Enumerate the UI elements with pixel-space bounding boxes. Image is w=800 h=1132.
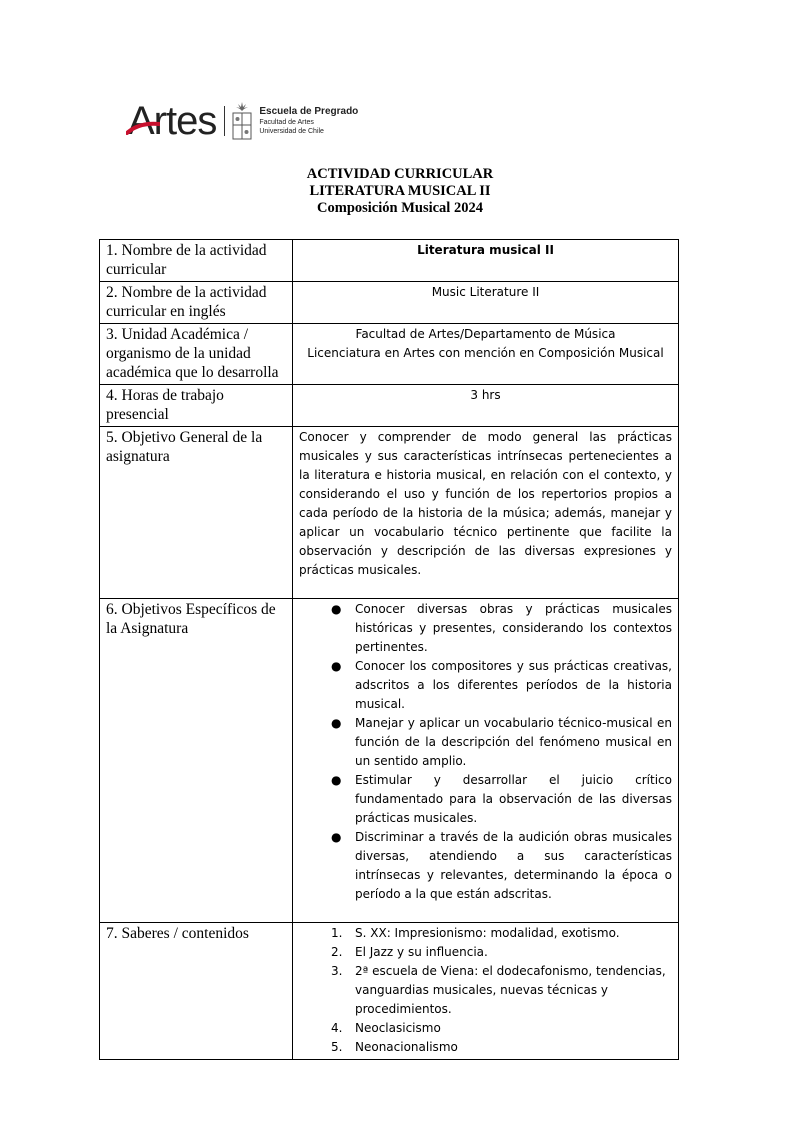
logo-school: Escuela de Pregrado — [259, 106, 359, 117]
list-item — [331, 828, 672, 904]
list-number: 4. — [331, 1021, 343, 1035]
logo-wordmark — [128, 101, 216, 141]
specific-objectives-list — [299, 600, 672, 904]
bullet-icon: ● — [331, 830, 342, 844]
row-label: 5. Objetivo General de la asignatura — [100, 427, 293, 599]
logo-divider — [224, 106, 225, 136]
list-item-text: Discriminar a través de la audición obras musicales diversas, atendiendo a sus características intrínsecas y relevantes, determinando la época o período a la que están adscritas. — [355, 830, 672, 901]
curriculum-table — [99, 239, 679, 1060]
row-value-line: Licenciatura en Artes con mención en Composición Musical — [307, 346, 664, 360]
logo-swoosh-icon — [126, 121, 160, 135]
row-value: 3 hrs — [293, 385, 679, 427]
artes-logo — [128, 98, 358, 144]
row-label: 6. Objetivos Específicos de la Asignatura — [100, 599, 293, 923]
row-label: 1. Nombre de la actividad curricular — [100, 240, 293, 282]
university-seal-icon — [231, 101, 253, 141]
title-line-2: LITERATURA MUSICAL II — [309, 183, 491, 199]
row-value — [293, 599, 679, 923]
list-number: 5. — [331, 1040, 343, 1054]
list-item — [331, 1019, 672, 1038]
list-number: 2. — [331, 945, 343, 959]
row-value: Literatura musical II — [293, 240, 679, 282]
table-row — [100, 324, 679, 385]
list-number: 3. — [331, 964, 343, 978]
logo-text-block — [259, 106, 358, 136]
table-row — [100, 427, 679, 599]
bullet-icon: ● — [331, 602, 342, 616]
row-label: 4. Horas de trabajo presencial — [100, 385, 293, 427]
document-title — [0, 166, 800, 217]
list-item-text: Conocer diversas obras y prácticas musicales históricas y presentes, considerando los contextos pertinentes. — [355, 602, 672, 654]
row-label: 3. Unidad Académica / organismo de la unidad académica que lo desarrolla — [100, 324, 293, 385]
list-item — [331, 962, 672, 1019]
logo-university: Universidad de Chile — [259, 128, 324, 135]
bullet-icon: ● — [331, 659, 342, 673]
contents-list — [299, 924, 672, 1057]
title-line-1: ACTIVIDAD CURRICULAR — [306, 166, 494, 182]
bullet-icon: ● — [331, 716, 342, 730]
title-line-3: Composición Musical 2024 — [317, 200, 483, 216]
row-value — [293, 324, 679, 385]
row-label: 2. Nombre de la actividad curricular en inglés — [100, 282, 293, 324]
list-item-text: El Jazz y su influencia. — [355, 945, 488, 959]
list-item-text: 2ª escuela de Viena: el dodecafonismo, tendencias, vanguardias musicales, nuevas técnicas y procedimientos. — [355, 964, 666, 1016]
logo-faculty: Facultad de Artes — [259, 119, 314, 126]
row-label: 7. Saberes / contenidos — [100, 923, 293, 1060]
list-item-text: Neonacionalismo — [355, 1040, 458, 1054]
list-item — [331, 943, 672, 962]
table-row — [100, 240, 679, 282]
list-item-text: Estimular y desarrollar el juicio crítico fundamentado para la observación de las diversas prácticas musicales. — [355, 773, 672, 825]
row-value: Music Literature II — [293, 282, 679, 324]
list-item — [331, 600, 672, 657]
list-item-text: Conocer los compositores y sus prácticas creativas, adscritos a los diferentes períodos de la historia musical. — [355, 659, 672, 711]
list-item — [331, 657, 672, 714]
table-row — [100, 923, 679, 1060]
list-item-text: Manejar y aplicar un vocabulario técnico-musical en función de la descripción del fenómeno musical en un sentido amplio. — [355, 716, 672, 768]
table-row — [100, 599, 679, 923]
list-item — [331, 924, 672, 943]
table-row — [100, 385, 679, 427]
list-item — [331, 771, 672, 828]
row-value-line: Facultad de Artes/Departamento de Música — [355, 327, 616, 341]
list-number: 1. — [331, 926, 343, 940]
list-item-text: S. XX: Impresionismo: modalidad, exotismo. — [355, 926, 620, 940]
list-item-text: Neoclasicismo — [355, 1021, 441, 1035]
row-value — [293, 923, 679, 1060]
row-value: Conocer y comprender de modo general las prácticas musicales y sus características intrínsecas pertenecientes a la literatura e historia musical, en relación con el contexto, y considerando el uso y función de los repertorios propios a cada período de la historia de la música; además, manejar y aplicar un vocabulario técnico pertinente que facilite la observación y descripción de las diversas expresiones y prácticas musicales. — [293, 427, 679, 599]
bullet-icon: ● — [331, 773, 342, 787]
table-row — [100, 282, 679, 324]
logo-word: Artes — [128, 99, 217, 143]
list-item — [331, 714, 672, 771]
list-item — [331, 1038, 672, 1057]
